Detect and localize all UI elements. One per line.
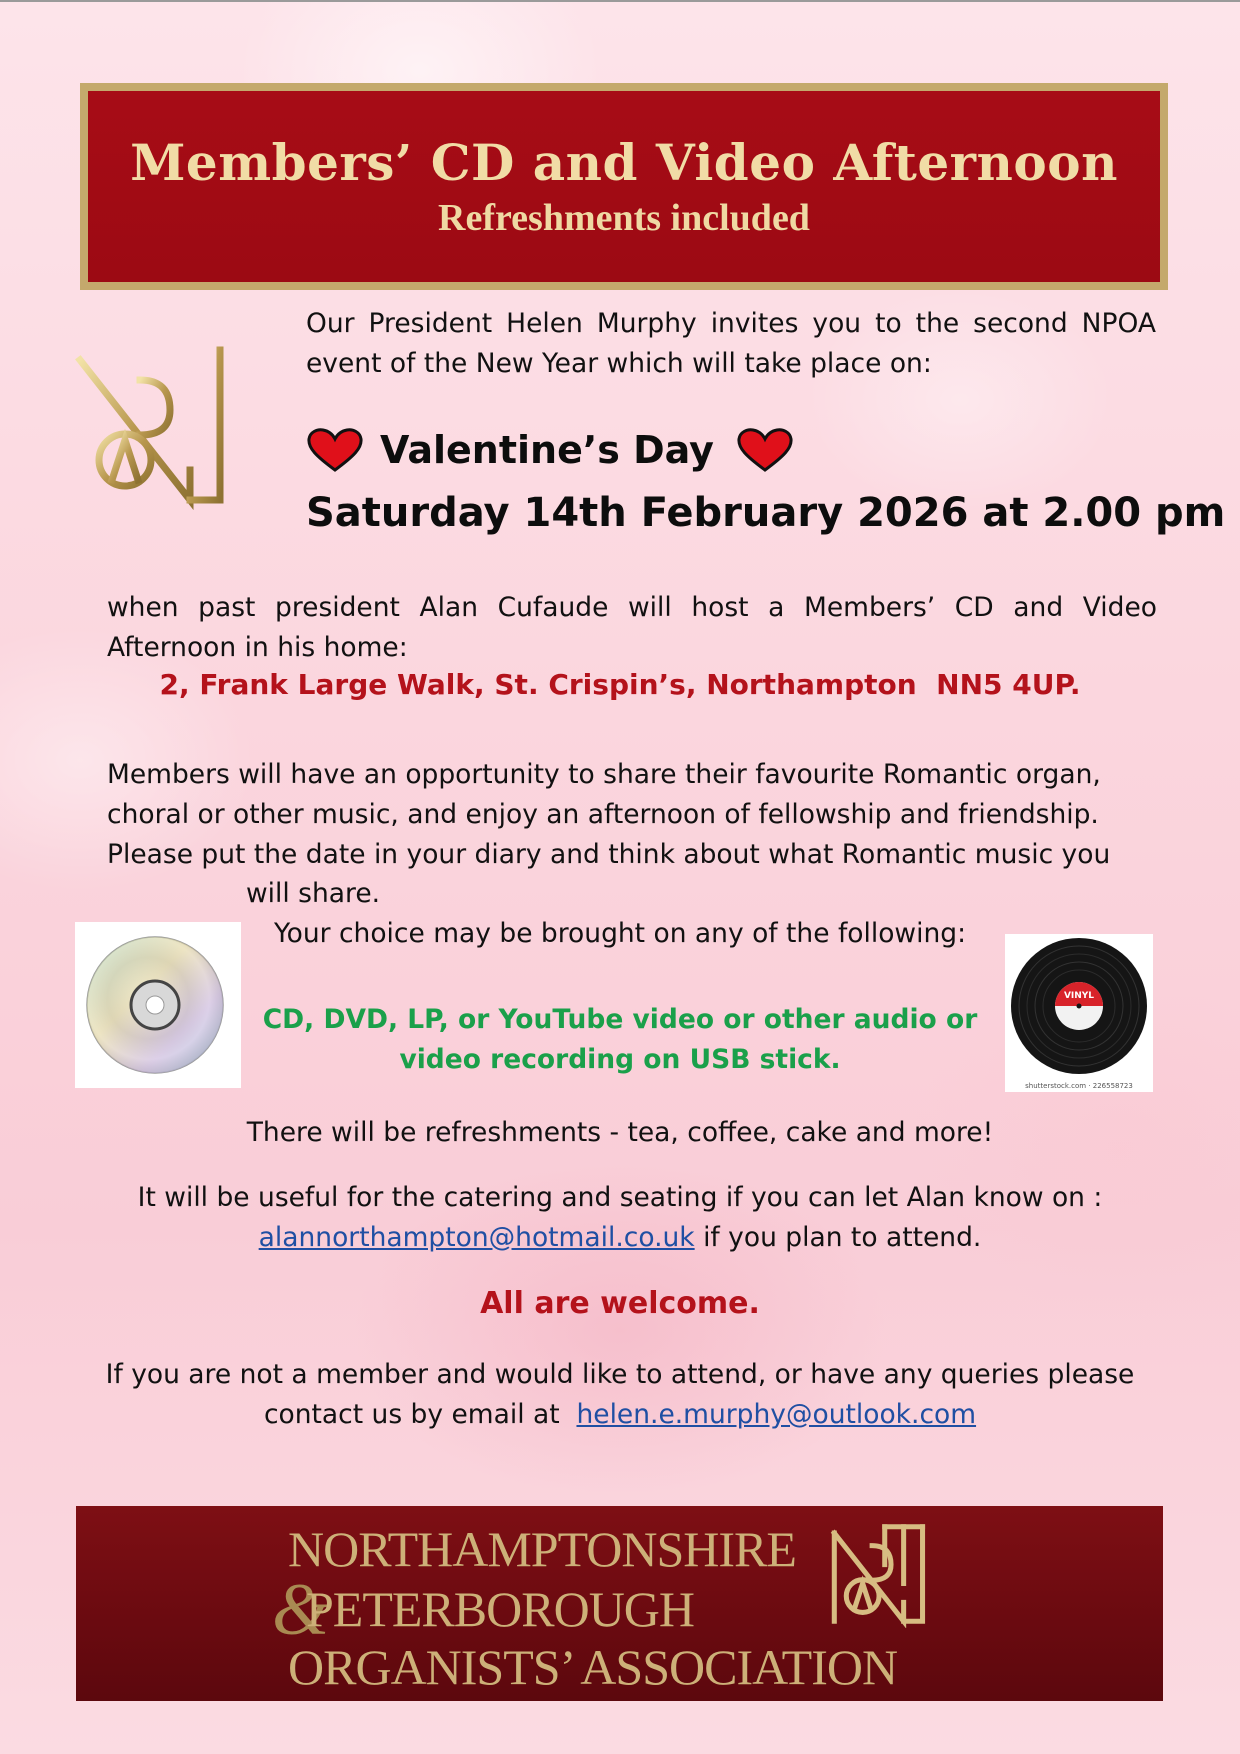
heart-icon — [306, 428, 364, 472]
contact-line: If you are not a member and would like to attend, or have any queries please — [105, 1359, 1135, 1390]
contact-email-link[interactable]: helen.e.murphy@outlook.com — [576, 1399, 977, 1430]
members-text — [107, 755, 1162, 875]
vinyl-image — [1005, 934, 1153, 1092]
header-banner-inner — [88, 91, 1160, 282]
contact-text — [0, 1355, 1240, 1435]
cd-disc-icon — [75, 922, 241, 1088]
venue-address: 2, Frank Large Walk, St. Crispin’s, Northampton NN5 4UP. — [159, 668, 1081, 701]
contact-line-2 — [0, 1395, 1240, 1435]
rsvp-text — [0, 1178, 1240, 1258]
footer-line-2: PETERBOROUGH — [306, 1581, 695, 1637]
npoa-logo — [70, 340, 235, 510]
choice-text: Your choice may be brought on any of the following: — [273, 918, 967, 949]
rsvp-line: It will be useful for the catering and seating if you can let Alan know on : — [137, 1182, 1103, 1213]
top-rule — [0, 0, 1240, 2]
page-title: Members’ CD and Video Afternoon — [130, 133, 1118, 192]
rsvp-line-2 — [0, 1218, 1240, 1258]
host-text: when past president Alan Cufaude will host a Members’ CD and Video Afternoon in his home: — [107, 592, 1157, 663]
refreshments-text: There will be refreshments - tea, coffee, cake and more! — [246, 1117, 994, 1148]
rsvp-suffix: if you plan to attend. — [694, 1222, 982, 1253]
members-line: choral or other music, and enjoy an afternoon of fellowship and friendship. — [107, 799, 1099, 830]
vinyl-record-icon — [1005, 934, 1153, 1082]
occasion-text: Valentine’s Day — [380, 428, 714, 472]
occasion-line — [306, 428, 794, 472]
members-tail: will share. — [246, 878, 381, 909]
header-banner — [80, 83, 1168, 290]
cd-image — [75, 922, 241, 1088]
page-subtitle: Refreshments included — [438, 197, 810, 239]
members-line: Members will have an opportunity to share their favourite Romantic organ, — [107, 759, 1101, 790]
footer-banner — [76, 1506, 1163, 1701]
welcome-text: All are welcome. — [480, 1286, 760, 1321]
accepted-formats: CD, DVD, LP, or YouTube video or other audio or video recording on USB stick. — [262, 1004, 978, 1075]
vinyl-credit: shutterstock.com · 226558723 — [1025, 1082, 1133, 1090]
event-date: Saturday 14th February 2026 at 2.00 pm — [306, 490, 1226, 536]
footer-line-1: NORTHAMPTONSHIRE — [288, 1521, 796, 1577]
rsvp-email-link[interactable]: alannorthampton@hotmail.co.uk — [258, 1222, 695, 1253]
heart-icon — [736, 428, 794, 472]
members-line: Please put the date in your diary and think about what Romantic music you — [107, 839, 1111, 870]
footer-npoa-logo — [828, 1520, 932, 1628]
footer-line-3: ORGANISTS’ ASSOCIATION — [288, 1639, 898, 1695]
footer-ampersand: & — [272, 1569, 330, 1651]
contact-prefix: contact us by email at — [263, 1399, 577, 1430]
vinyl-label: VINYL — [1063, 991, 1095, 1001]
intro-text: Our President Helen Murphy invites you to the second NPOA event of the New Year which will take place on: — [306, 308, 1156, 379]
